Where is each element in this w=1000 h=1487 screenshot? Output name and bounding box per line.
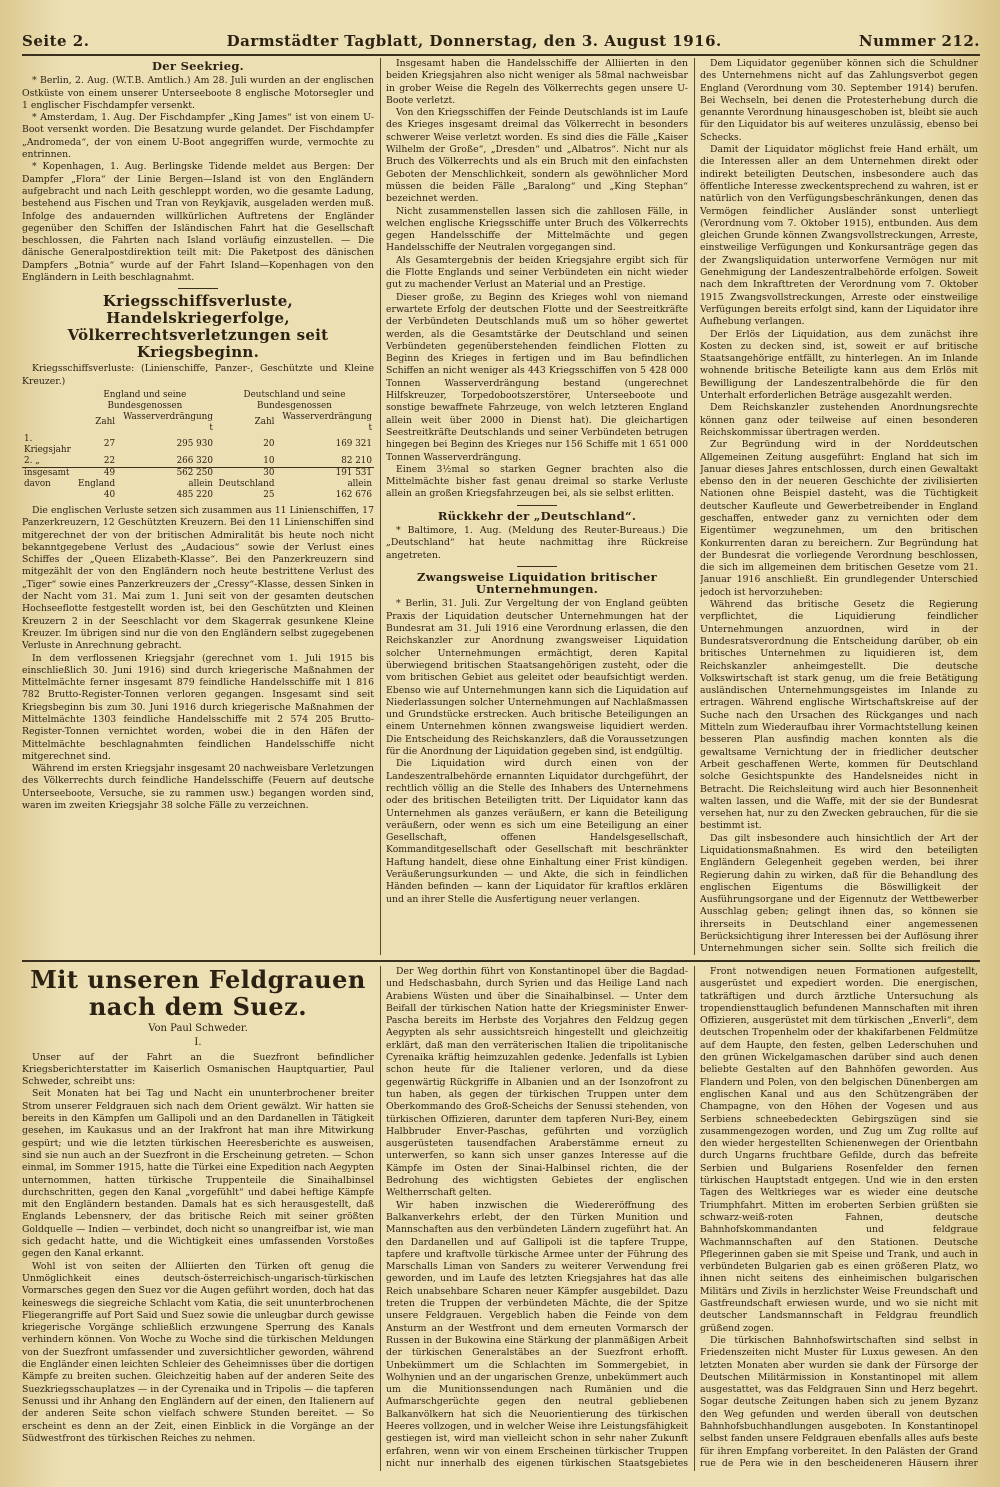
liquidation-para: Während das britische Gesetz die Regierung verpflichtet, die Liquidierung feindlicher Unternehmungen anzuordnen, wird in der Bundesratsverordnung die Entscheidung darüber, ob ein britisches Unternehmen zu liquidieren ist, dem Reichskanzler anheimgestellt. Die deutsche Volkswirtschaft ist stark genug, um die freie Betätigung ausländischen Unternehmungsgeistes im Inlande zu ertragen. Während englische Wirtschaftskreise auf der Suche nach den Ursachen des Rückganges und nach Mitteln zum Wiederaufbau ihrer Vormachtstellung keinen besseren Plan ausfindig machen konnten als die gewaltsame Vernichtung der in friedlicher deutscher Arbeit geschaffenen Werte, kommen für Deutschland solche Gesichtspunkte des Handelsneides nicht in Betracht. Die Reichsleitung wird auch hier Besonnenheit walten lassen, und die Waffe, mit der sie der Bundesrat versehen hat, nur zu den Zwecken gebrauchen, für die sie bestimmt ist. [700,599,978,832]
column-3 [700,58,978,955]
table-cell [22,390,75,412]
table-cell: allein [347,478,372,489]
table-cell: 27 [103,439,116,450]
table-cell: allein [188,478,213,489]
table-cell: Deutschland und seine Bundesgenossen [243,389,346,411]
page-header [22,30,980,52]
column-rule [694,966,695,1471]
table-cell: 266 320 [176,455,213,466]
table-header-row [22,390,374,412]
column-2 [386,58,688,955]
table-cell: Zahl [254,417,275,428]
divider [517,505,557,506]
verluste-intro: Kriegsschiffsverluste: (Linienschiffe, Panzer-, Geschützte und Kleine Kreuzer.) [22,363,374,387]
feature-byline: Von Paul Schweder. [148,1023,248,1034]
rueckkehr-para: * Baltimore, 1. Aug. (Meldung des Reuter-Bureaus.) Die „Deutschland“ hat heute nachmittag ihre Rückreise angetreten. [386,524,688,561]
feature-column-2 [386,966,688,1471]
column-rule [380,966,381,1471]
feature-column-1 [22,966,374,1471]
table-cell: 10 [263,455,275,466]
table-cell: 562 250 [176,467,213,478]
verluste-heading: Kriegsschiffsverluste, Handelskriegerfolge, Völkerrechtsverletzungen seit Kriegsbeginn. [67,292,329,362]
divider [517,566,557,567]
seekrieg-para: * Amsterdam, 1. Aug. Der Fischdampfer „King James“ ist von einem U-Boot versenkt worden. Die Besatzung wurde gelandet. Der Fischdampfer „Andromeda“, der von einem U-Boot angegriffen wurde, vermochte zu entrinnen. [22,112,374,161]
article-para: Von den Kriegsschiffen der Feinde Deutschlands ist im Laufe des Krieges insgesamt dreimal das Völkerrecht in besonders schwerer Weise verletzt worden. Es sind dies die Fälle „Kaiser Wilhelm der Große“, „Dresden“ und „Albatros“. Nicht nur als Bruch des Völkerrechts und als ein Bruch mit den einfachsten Geboten der Menschlichkeit, sondern als gewöhnlicher Mord müssen die beiden Fälle „Baralong“ und „King Stephan“ bezeichnet werden. [386,107,688,205]
verluste-para: Während im ersten Kriegsjahr insgesamt 20 nachweisbare Verletzungen des Völkerrechts durch feindliche Handelsschiffe (Feuern auf deutsche Unterseeboote, Versuche, sie zu rammen usw.) begangen worden sind, waren im zweiten Kriegsjahr 38 solche Fälle zu verzeichnen. [22,763,374,812]
article-para: Als Gesamtergebnis der beiden Kriegsjahre ergibt sich für die Flotte Englands und seiner Verbündeten ein nicht wieder gut zu machender Verlust an Material und an Prestige. [386,254,688,291]
table-cell: 1. Kriegsjahr [24,433,71,455]
table-cell: 25 [263,489,275,500]
table-cell: davon [24,478,51,489]
table-row [22,456,374,468]
table-cell: England [78,478,116,489]
table-cell: 295 930 [176,439,213,450]
part-numeral: I. [194,1037,202,1049]
table-cell: Wasserverdrängung t [282,411,372,433]
table-cell: 191 531 [335,467,372,478]
table-row [22,490,374,501]
verluste-para: Die englischen Verluste setzen sich zusammen aus 11 Linienschiffen, 17 Panzerkreuzern, 12 Geschützten Kreuzern. Bei den 11 Linienschiffen sind mitgerechnet der von der britischen Admiralität bis heute noch nicht bekanntgegebene Verlust des „Audacious“ sowie der Verlust eines Schiffes der „Queen Elizabeth-Klasse“. Bei den Panzerkreuzern sind mitgezählt der von den Engländern noch heute bestrittene Verlust des „Tiger“ sowie eines Panzerkreuzers der „Cressy“-Klasse, dessen Sinken in der Nacht vom 31. Mai zum 1. Juni seit von der gesamten deutschen Hochseeflotte festgestellt worden ist, bei den Geschützten und Kleinen Kreuzern 2 in der Seeschlacht vor dem Skagerrak gesunkene Kleine Kreuzer. Im übrigen sind nur die von den Engländern selbst zugegebenen Verluste in Anrechnung gebracht. [22,504,374,652]
table-cell: 162 676 [335,489,372,500]
table-cell: England und seine Bundesgenossen [103,389,187,411]
feature-title: Mit unseren Feldgrauen nach dem Suez. [30,966,366,1021]
table-cell [22,490,75,501]
feature-para: Die türkischen Bahnhofswirtschaften sind selbst in Friedenszeiten nicht Muster für Luxus gewesen. An den letzten Monaten aber wurden sie dank der Fürsorge der Deutschen Militärmission in Konstantinopel mit allem ausgestattet, was das Feldgrauen Sinn und Herz begehrt. Sogar deutsche Zeitungen haben sich zu jenem Byzanz den Weg gefunden und werden überall von deutschen Bahnhofsbuchhandlungen ausgeboten. In Konstantinopel selbst fanden unsere Feldgrauen ebenfalls alles aufs beste für ihren Empfang vorbereitet. In den Palästen der Grand rue de Pera wie in den bescheideneren Häusern ihrer [700,1334,978,1469]
seekrieg-para: * Kopenhagen, 1. Aug. Berlingske Tidende meldet aus Bergen: Der Dampfer „Flora“ der Linie Bergen—Island ist von den Engländern aufgebracht und nach Leith geschleppt worden, wo die gesamte Ladung, bestehend aus Fischen und Tran von Reykjavik, ausgeladen werden muß. Infolge des andauernden willkürlichen Auftretens der Engländer gegenüber den Schiffen der Isländischen Fahrt hat die Gesellschaft beschlossen, die Fahrten nach Island vorläufig einzustellen. — Die dänische Generalpostdirektion teilt mit: Die Paketpost des dänischen Dampfers „Botnia“ wurde auf der Fahrt Island—Kopenhagen von den Engländern in Leith beschlagnahmt. [22,161,374,284]
section-rule [22,960,980,962]
liquidation-para: Die Liquidation wird durch einen von der Landeszentralbehörde ernannten Liquidator durchgeführt, der rechtlich völlig an die Stelle des Inhabers des Unternehmens oder des britischen Beteiligten tritt. Der Liquidator kann das Unternehmen als ganzes veräußern, er kann die Beteiligung veräußern, oder wenn es sich um eine Beteiligung an einer Gesellschaft, offenen Handelsgesellschaft, Kommanditgesellschaft oder Gesellschaft mit beschränkter Haftung handelt, diese ohne Einhaltung einer Frist kündigen. Veräußerungsurkunden — und Akte, die sich in feindlichen Händen befinden — kann der Liquidator für kraftlos erklären und an ihrer Stelle die Ausfertigung neuer verlangen. [386,758,688,905]
liquidation-heading: Zwangsweise Liquidation britischer Unternehmungen. [417,569,657,597]
liquidation-para: Der Erlös der Liquidation, aus dem zunächst ihre Kosten zu decken sind, ist, soweit er auf britische Staatsangehörige entfällt, zu hinterlegen. An im Inlande wohnende britische Beteiligte kann aus dem Erlös mit Bewilligung der Landeszentralbehörde die für den Unterhalt erforderlichen Beträge ausgezahlt werden. [700,328,978,402]
table-cell: 30 [263,467,275,478]
verluste-para: In dem verflossenen Kriegsjahr (gerechnet vom 1. Juli 1915 bis einschließlich 30. Juni 1916) sind durch kriegerische Maßnahmen der Mittelmächte ferner insgesamt 879 feindliche Handelsschiffe mit 1 816 782 Brutto-Register-Tonnen verloren gegangen. Insgesamt sind seit Kriegsbeginn bis zum 30. Juni 1916 durch kriegerische Maßnahmen der Mittelmächte 1303 feindliche Handelsschiffe mit 2 574 205 Brutto-Register-Tonnen vernichtet worden, wobei die in den Häfen der Mittelmächte beschlagnahmten feindlichen Handelsschiffe nicht mitgerechnet sind. [22,652,374,762]
feature-para: Front notwendigen neuen Formationen aufgestellt, ausgerüstet und expediert worden. Die energischen, tatkräftigen und durch ärztliche Untersuchung als tropendiensttauglich befundenen Mannschaften mit ihren Offizieren, ausgerüstet mit dem türkischen „Enverli“, dem deutschen Tropenhelm oder der khakifarbenen Feldmütze auf dem Haupte, den festen, gelben Lederschuhen und den grünen Wickelgamaschen darüber sind auch denen beliebte Gestalten auf den Bahnhöfen geworden. Aus Flandern und Polen, von den belgischen Dünenbergen am englischen Kanal und aus den Schützengräben der Champagne, von den Höhen der Vogesen und aus Serbiens schneebedeckten Gebirgszügen sind sie zusammengezogen worden, und Zug um Zug rollte auf den wieder hergestellten Schienenwegen der Orientbahn durch Ungarns fruchtbare Gefilde, durch das befreite Serbien und Bulgariens Rosenfelder den fernen türkischen Hauptstadt entgegen. Und wie in den ersten Tagen des Weltkrieges war es wieder eine deutsche Triumphfahrt. Mitten im eroberten Serbien grüßten sie schwarz-weiß-roten Fahnen, deutsche Bahnhofskommandanten und feldgraue Wachmannschaften auf den Stationen. Deutsche Pflegerinnen gaben sie mit Speise und Trank, und auch in verbündeten Bulgarien gab es einen größeren Platz, wo ihnen nicht seitens des einheimischen bulgarischen Militärs und Zivils in herzlichster Weise Freundschaft und Gastfreundschaft erwiesen wurde, und wo sie nicht mit deutscher Landsmannschaft in Feldgrau freundlich grüßend zogen. [700,966,978,1334]
issue-number: Nummer 212. [858,32,980,50]
table-cell: 49 [103,467,116,478]
table-cell: Zahl [95,417,116,428]
feature-para: Seit Monaten hat bei Tag und Nacht ein ununterbrochener breiter Strom unserer Feldgrauen sich nach dem Orient gewälzt. Wir hatten sie bereits in den Kämpfen um Gallipoli und an den Dardanellen in Tätigkeit gesehen, im Kaukasus und an der Irakfront hat man ihre Mitwirkung gespürt; und wie die letzten türkischen Heeresberichte es ausweisen, sind sie nun auch an der Suezfront in die Erscheinung getreten. — Schon einmal, im Sommer 1915, hatte die Türkei eine Expedition nach Aegypten unternommen, hatten türkische Truppenteile die Sinaihalbinsel durchschritten, gegen den Kanal „vorgefühlt“ und dabei heftige Kämpfe mit den Engländern bestanden. Damals hat es sich herausgestellt, daß Englands Lebensnerv, der das britische Reich mit seiner größten Goldquelle — Indien — verbindet, doch nicht so unangreifbar ist, wie man sich gedacht hatte, und die Wichtigkeit eines umfassenden Vorstoßes gegen den Kanal erkannt. [22,1088,374,1260]
article-para: Einem 3½mal so starken Gegner brachten also die Mittelmächte bisher fast genau dreimal so starke Verluste allein an großen Kriegsfahrzeugen bei, als sie selbst erlitten. [386,463,688,500]
feature-column-3 [700,966,978,1471]
feature-para: Wir haben inzwischen die Wiedereröffnung des Balkanverkehrs erlebt, der den Türken Munition und Mannschaften aus den verbündeten Ländern zugeführt hat. An den Dardanellen und auf Gallipoli ist die tapfere Truppe, tapfere und kraftvolle türkische Armee unter der Führung des Marschalls Liman von Sanders zu weiterer Verwendung frei geworden, und im Laufe des letzten Kriegsjahres hat das alle Reich unabsehbare Scharen neuer Kämpfer ausgebildet. Dazu treten die Truppen der verbündeten Mächte, die der Spitze unsere Feldgrauen. Vergeblich haben die Feinde von dem Ansturm an der Westfront und dem erneuten Vormarsch der Russen in der Bukowina eine Stärkung der planmäßigen Arbeit der türkischen Generalstäbes an der Suezfront erhofft. Unbekümmert um die Schlachten im Sommergebiet, in Wolhynien und an der ungarischen Grenze, unbekümmert auch um die Munitionssendungen nach Rumänien und die Aufmarschgerüchte gegen den neutral gebliebenen Balkanvölkern hat sich die Neuorientierung des türkischen Heeres vollzogen, und in welcher Weise ihre Leistungsfähigkeit gestiegen ist, wird man vielleicht schon in sehr naher Zukunft erfahren, wenn wir von einem Erscheinen türkischer Truppen nicht nur innerhalb des eigenen türkischen Staatsgebietes [386,1199,688,1469]
table-row [22,434,374,456]
table-cell: 40 [103,489,116,500]
table-cell: 82 210 [341,455,372,466]
divider [178,288,218,289]
liquidation-para: * Berlin, 31. Juli. Zur Vergeltung der von England geübten Praxis der Liquidation deutscher Unternehmungen hat der Bundesrat am 31. Juli 1916 eine Verordnung erlassen, die den Reichskanzler zur Anordnung zwangsweiser Liquidation solcher Unternehmungen ermächtigt, deren Kapital überwiegend britischen Staatsangehörigen zusteht, oder die vom britischen Gebiet aus geleitet oder beaufsichtigt werden. Ebenso wie auf Unternehmungen kann sich die Liquidation auf Niederlassungen solcher Unternehmungen auf Nachlaßmassen und Grundstücke erstrecken. Auch britische Beteiligungen an einem Unternehmen können zwangsweise liquidiert werden. Die Entscheidung des Reichskanzlers, daß die Voraussetzungen für die Anordnung der Liquidation gegeben sind, ist endgültig. [386,598,688,758]
liquidation-para: Zur Begründung wird in der Norddeutschen Allgemeinen Zeitung ausgeführt: England hat sich im Januar dieses Jahres entschlossen, durch einen Gewaltakt ebenso den in der neueren Geschichte der zivilisierten Nationen ohne Beispiel dasteht, was die Tüchtigkeit deutscher Kaufleute und Gewerbetreibender in England geschaffen, entweder ganz zu vernichten oder dem Eigentümer wegzunehmen, um den britischen Konkurrenten daran zu bereichern. Zur Begründung hat der Bundesrat die vorliegende Verordnung beschlossen, die sich im allgemeinen dem britischen Gesetze vom 21. Januar 1916 anschließt. Ein grundlegender Unterschied jedoch ist hervorzuheben: [700,439,978,598]
table-cell: Deutschland [218,478,275,489]
article-para: Dieser große, zu Beginn des Krieges wohl von niemand erwartete Erfolg der deutschen Flotte und der Seestreitkräfte der Verbündeten Deutschlands muß um so höher gewertet werden, als die Gesamtstärke der Deutschland und seinen Verbündeten gegenüberstehenden feindlichen Flotten zu Beginn des Krieges in fertigen und im Bau befindlichen Schiffen an nicht weniger als 443 Kriegsschiffen von 5 428 000 Tonnen Wasserverdrängung bestand (ungerechnet Hilfskreuzer, Torpedobootszerstörer, Unterseeboote und sonstige bewaffnete Fahrzeuge, von welch letzteren England allein weit über 2000 in Dienst hat). Die gleichartigen Seestreitkräfte Deutschlands und seiner Verbündeten betrugen hingegen bei Beginn des Krieges nur 156 Schiffe mit 1 651 000 Tonnen Wasserverdrängung. [386,291,688,463]
seekrieg-para: * Berlin, 2. Aug. (W.T.B. Amtlich.) Am 28. Juli wurden an der englischen Ostküste von einem unserer Unterseeboote 8 englische Motorsegler und 1 englischer Fischdampfer versenkt. [22,75,374,111]
liquidation-para: Dem Reichskanzler zustehenden Anordnungsrechte können ganz oder teilweise auf einen besonderen Reichskommissar übertragen werden. [700,402,978,438]
page-number: Seite 2. [22,32,90,50]
article-para: Nicht zusammenstellen lassen sich die zahllosen Fälle, in welchen englische Kriegsschiffe unter Bruch des Völkerrechts gegen Handelsschiffe der Mittelmächte und gegen Handelsschiffe der Neutralen vorgegangen sind. [386,205,688,254]
table-cell: 20 [263,439,275,450]
table-cell: 2. „ [24,455,40,466]
feature-para: Unser auf der Fahrt an die Suezfront befindlicher Kriegsberichterstatter im Kaiserlich Osmanischen Hauptquartier, Paul Schweder, schreibt uns: [22,1051,374,1088]
feature-para: Wohl ist von seiten der Alliierten den Türken oft genug die Unmöglichkeit eines deutsch-österreichisch-ungarisch-türkischen Vormarsches gegen den Suez vor die Augen geführt worden, doch hat das keineswegs die siegreiche Schlacht vom Katia, die seit ununterbrochenen Fliegerangriffe auf Port Said und Suez sowie die unleugbar durch gewisse kriegerische Vorgänge schließlich erzwungene Sperrung des Kanals verhindern können. Von Woche zu Woche sind die türkischen Meldungen von der Suezfront umfassender und zuversichtlicher geworden, während die Engländer einen leichten Schleier des Geheimnisses über die dortigen Kämpfe zu breiten suchen. Gleichzeitig haben auf der anderen Seite des Suezkriegsschauplatzes — in der Cyrenaika und in Tripolis — die tapferen Senussi und ihr Anhang den Engländern auf der einen, den Italienern auf der anderen Seite schon vielfach schwere Stunden bereitet. — So erscheint es denn an der Zeit, einen Einblick in die Vorgänge an der Südwestfront des türkischen Reiches zu nehmen. [22,1260,374,1444]
masthead-line: Darmstädter Tagblatt, Donnerstag, den 3. August 1916. [226,32,722,50]
table-cell: insgesamt [24,467,70,478]
rueckkehr-heading: Rückkehr der „Deutschland“. [437,508,637,523]
table-header-row [22,412,374,434]
table-row [22,479,374,490]
column-rule [380,58,381,955]
table-row [22,467,374,479]
table-cell: 22 [103,455,116,466]
liquidation-para: Dem Liquidator gegenüber können sich die Schuldner des Unternehmens nicht auf das Zahlungsverbot gegen England (Verordnung vom 30. September 1914) berufen. Bei Wechseln, bei denen die Protesterhebung durch die genannte Verordnung hinausgeschoben ist, bleibt sie auch für den Liquidator bis auf weiteres unzulässig, ebenso bei Schecks. [700,58,978,143]
header-rule [22,54,980,56]
table-cell: 169 321 [335,439,372,450]
table-cell [22,412,75,434]
table-cell: Wasserverdrängung t [123,411,213,433]
article-para: Insgesamt haben die Handelsschiffe der Alliierten in den beiden Kriegsjahren also nicht weniger als 58mal nachweisbar in grober Weise die Regeln des Völkerrechts gegen unsere U-Boote verletzt. [386,58,688,106]
liquidation-para: Das gilt insbesondere auch hinsichtlich der Art der Liquidationsmaßnahmen. Es wird den beteiligten Engländern Gelegenheit gegeben werden, bei ihrer Regierung dahin zu wirken, daß für die Behandlung des englischen Eigentums die Böswilligkeit der Ausführungsorgane und der Eigennutz der Wettbewerber Ausschlag geben; gelingt ihnen das, so können sie ihrerseits in Deutschland einer angemessenen Berücksichtigung ihrer Interessen bei der Auflösung ihrer Unternehmungen sicher sein. Sollte sich freilich die [700,832,978,955]
seekrieg-heading: Der Seekrieg. [152,59,244,73]
feature-para: Der Weg dorthin führt von Konstantinopel über die Bagdad- und Hedschasbahn, durch Syrien und das Heilige Land nach Arabiens Wüsten und über die Sinaihalbinsel. — Unter dem Beifall der türkischen Nation hatte der Kriegsminister Enwer-Pascha bereits im Herbste des Vorjahres den Feldzug gegen Aegypten als sehr aussichtsreich hingestellt und gleichzeitig erklärt, daß man den verräterischen Italien die tripolitanische Cyrenaika kräftig heimzuzahlen gedenke. Jedenfalls ist Lybien schon heute für die Italiener verloren, und da diese gegenwärtig Rückgriffe in Albanien und an der Isonzofront zu tun haben, als gegen der türkischen Truppen unter dem Oberkommando des Groß-Scheichs der Senussi stehenden, von türkischen Offizieren, darunter dem tapferen Nuri-Bey, einem Halbbruder Enver-Paschas, geführten und vorzüglich ausgerüsteten tausendfachen Araberstämme erneut zu unterwerfen, so kann sich unser ganzes Interesse auf die Kämpfe im Osten der Sinai-Halbinsel richten, die der Bedrohung des wichtigsten Gebietes der englischen Weltherrschaft gelten. [386,966,688,1199]
column-rule [694,58,695,955]
table-cell: 485 220 [176,489,213,500]
liquidation-para: Damit der Liquidator möglichst freie Hand erhält, um die Interessen aller an dem Unternehmen direkt oder indirekt beteiligten Deutschen, insbesondere auch das öffentliche Interesse zweckentsprechend zu wahren, ist er natürlich von den Verfügungsbeschränkungen, denen das Vermögen feindlicher Ausländer sonst unterliegt (Verordnung vom 7. Oktober 1915), entbunden. Aus dem gleichen Grunde können Zwangsvollstreckungen, Arreste, einstweilige Verfügungen und Konkursanträge gegen das der Zwangsliquidation unterworfene Vermögen nur mit Genehmigung der Landeszentralbehörde erfolgen. Soweit nach dem Inkrafttreten der Verordnung vom 7. Oktober 1915 Zwangsvollstreckungen, Arreste oder einstweilige Verfügungen bereits erfolgt sind, kann der Liquidator ihre Aufhebung verlangen. [700,144,978,328]
column-1 [22,58,374,955]
losses-table [22,390,374,501]
